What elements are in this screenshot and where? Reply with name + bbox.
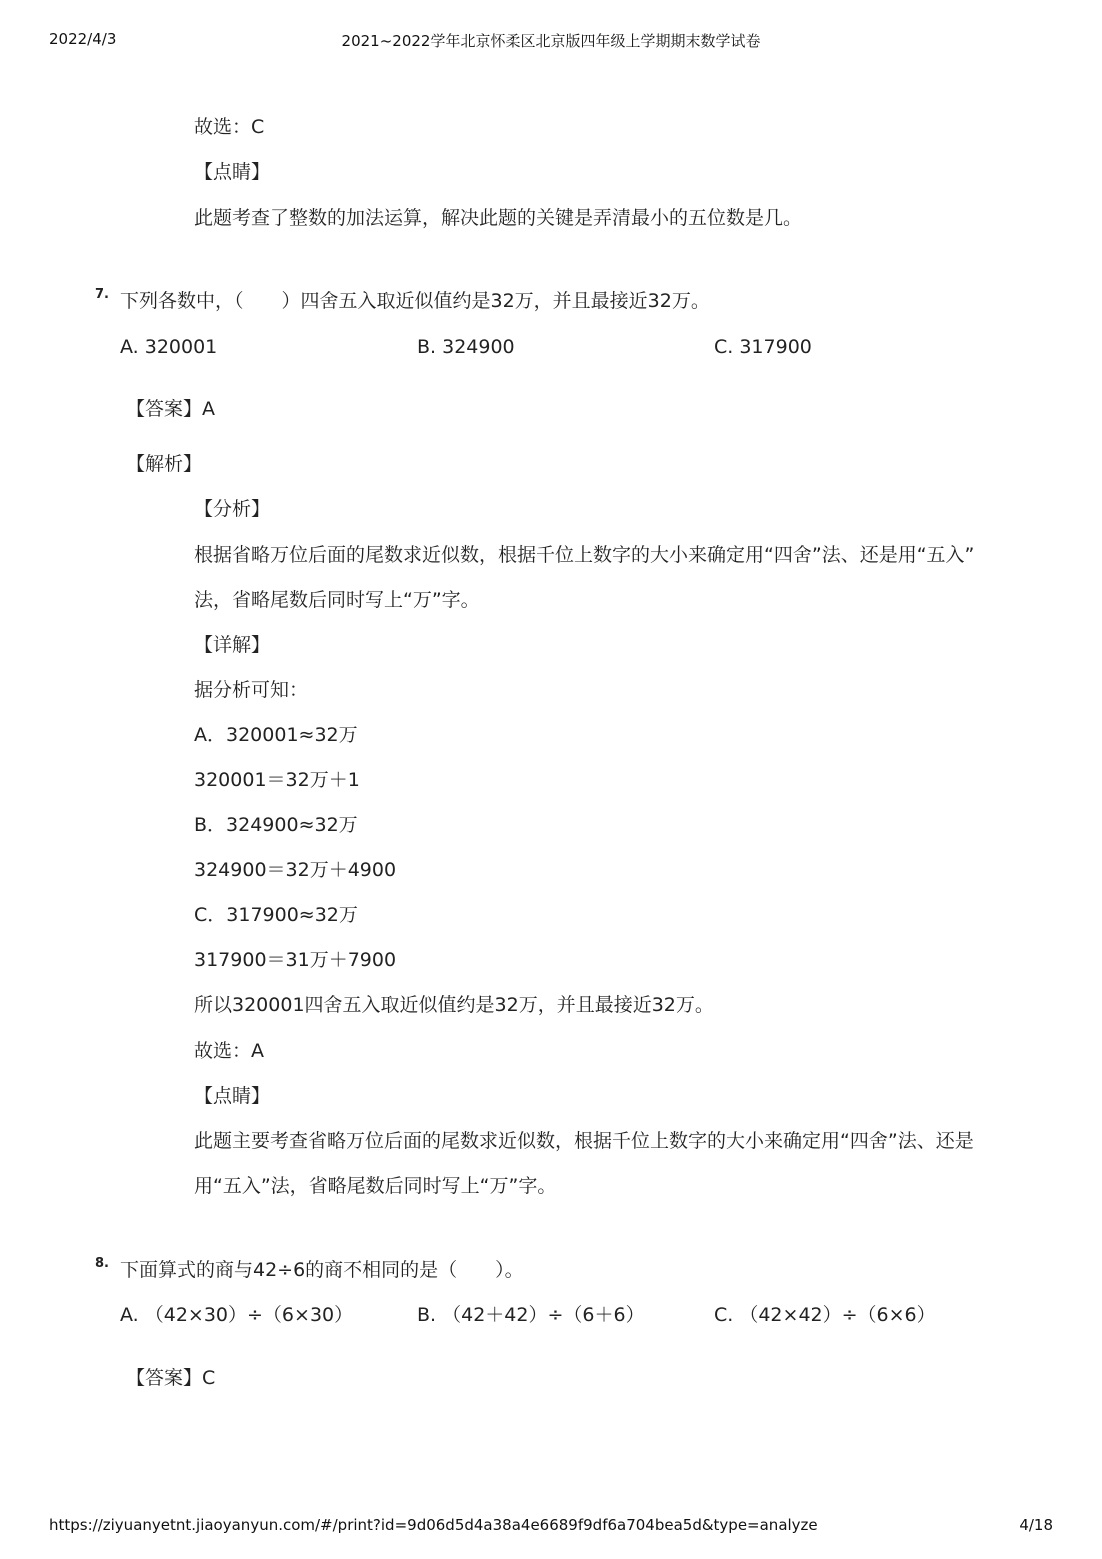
prev-comment-tag: 【点睛】 [194,161,271,183]
q7-step: A．320001≈32万 [194,724,358,746]
q7-step: 317900＝31万＋7900 [194,949,397,971]
q7-option-b: B. 324900 [417,336,515,358]
q7-analysis-tag: 【解析】 [126,453,203,475]
footer-page-number: 4/18 [1019,1516,1053,1534]
q7-fenxi-tag: 【分析】 [194,498,271,520]
prev-choose: 故选：C [194,116,265,138]
q7-number: 7. [95,287,109,302]
q7-answer: 【答案】A [126,398,215,420]
q7-step: 320001＝32万＋1 [194,769,360,791]
q7-option-c: C. 317900 [714,336,812,358]
q7-stem: 下列各数中，（ ）四舍五入取近似值约是32万，并且最接近32万。 [120,290,710,312]
q7-option-a: A. 320001 [120,336,218,358]
q7-step: B．324900≈32万 [194,814,358,836]
q8-answer: 【答案】C [126,1367,216,1389]
q8-option-a: A. （42×30）÷（6×30） [120,1304,354,1326]
prev-comment: 此题考查了整数的加法运算，解决此题的关键是弄清最小的五位数是几。 [194,207,803,229]
q7-step: 据分析可知： [194,679,309,701]
q8-stem: 下面算式的商与42÷6的商不相同的是（ ）。 [120,1259,524,1281]
header-date: 2022/4/3 [49,30,117,48]
q7-xiangjie-tag: 【详解】 [194,634,271,656]
q7-fenxi-line-1: 根据省略万位后面的尾数求近似数，根据千位上数字的大小来确定用“四舍”法、还是用“五入” [194,544,975,566]
q7-step: 所以320001四舍五入取近似值约是32万，并且最接近32万。 [194,994,714,1016]
q7-fenxi-line-2: 法，省略尾数后同时写上“万”字。 [194,589,480,611]
q7-comment-line-1: 此题主要考查省略万位后面的尾数求近似数，根据千位上数字的大小来确定用“四舍”法、还是 [194,1130,974,1152]
q8-number: 8. [95,1256,109,1271]
q8-option-c: C. （42×42）÷（6×6） [714,1304,936,1326]
q7-step: C．317900≈32万 [194,904,358,926]
q7-step: 324900＝32万＋4900 [194,859,397,881]
q8-option-b: B. （42＋42）÷（6＋6） [417,1304,645,1326]
q7-comment-tag: 【点睛】 [194,1085,271,1107]
q7-comment-line-2: 用“五入”法，省略尾数后同时写上“万”字。 [194,1175,557,1197]
footer-url[interactable]: https://ziyuanyetnt.jiaoyanyun.com/#/print?id=9d06d5d4a38a4e6689f9df6a704bea5d&type=analyze [49,1516,818,1534]
q7-step: 故选：A [194,1040,264,1062]
header-title: 2021~2022学年北京怀柔区北京版四年级上学期期末数学试卷 [341,32,761,50]
